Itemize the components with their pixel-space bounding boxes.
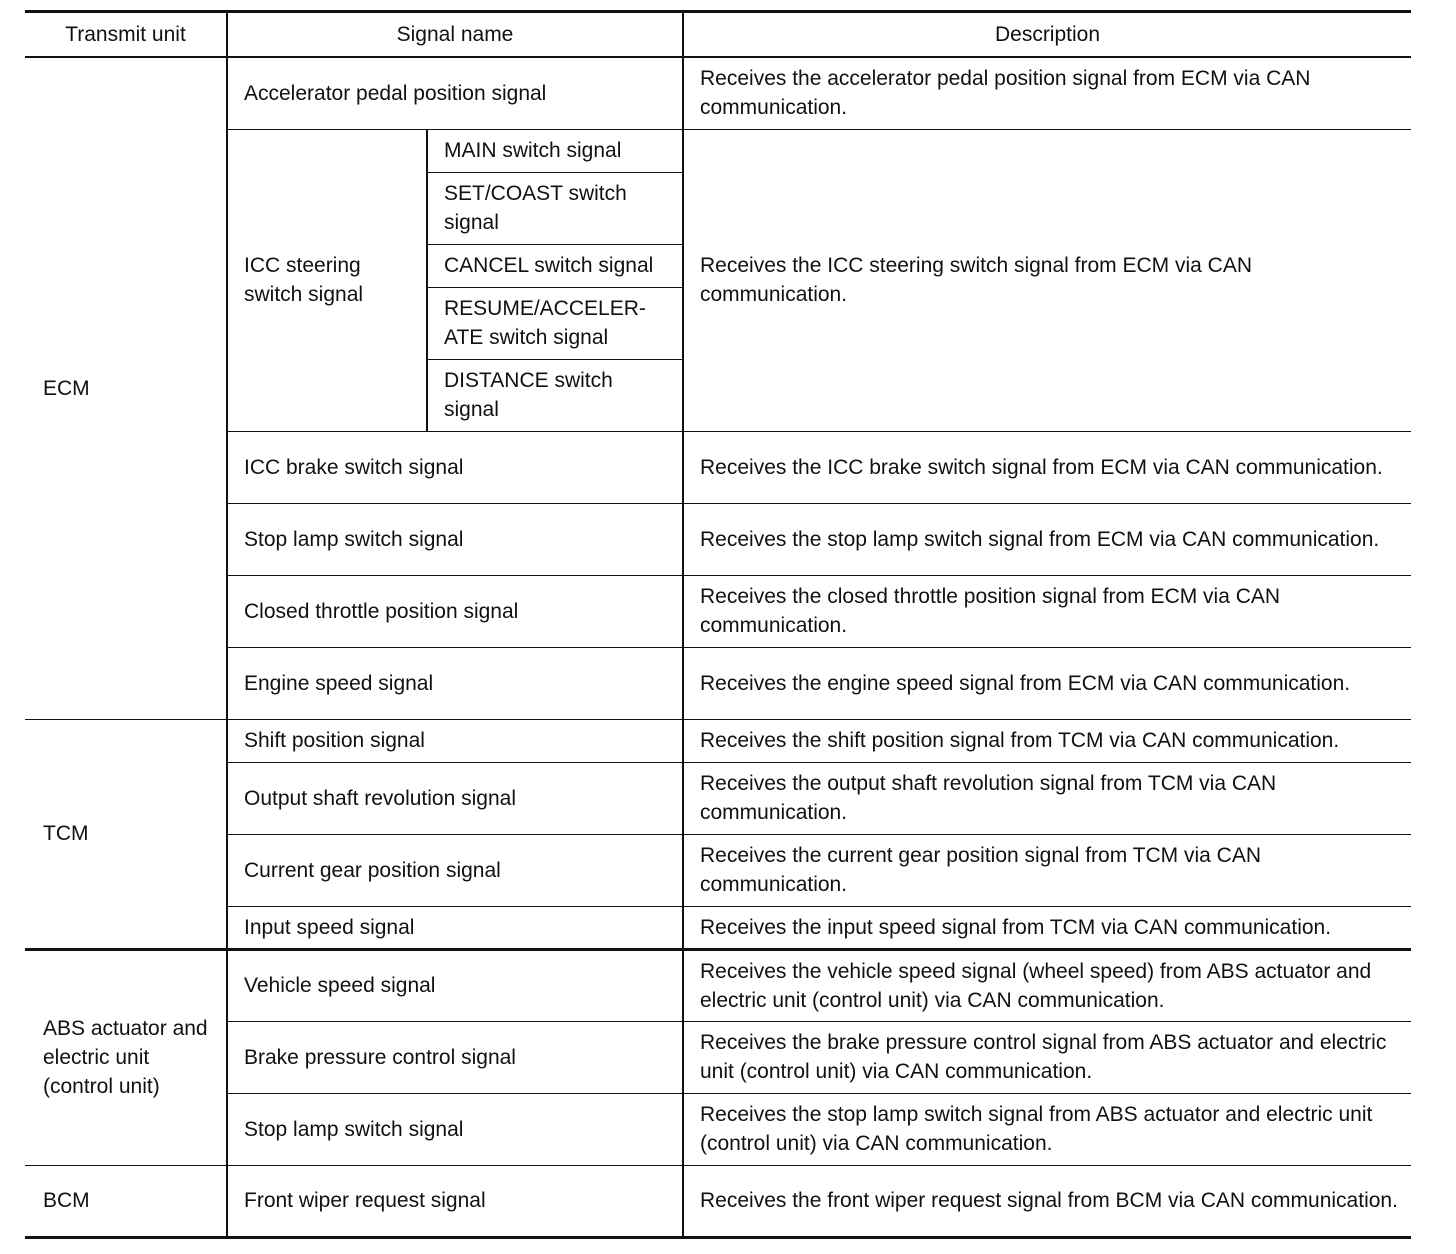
description-cell: Receives the closed throttle position signal from ECM via CAN communication. [683, 575, 1411, 647]
transmit-unit-cell: BCM [25, 1165, 227, 1237]
header-signal-name: Signal name [227, 12, 683, 58]
sub-signal-cell: DISTANCE switch signal [427, 359, 683, 431]
signal-name-cell: ICC brake switch signal [227, 431, 683, 503]
table-row [25, 834, 1411, 906]
transmit-unit-cell: ABS actuator and electric unit (control unit) [25, 949, 227, 1165]
signal-name-cell: Engine speed signal [227, 647, 683, 719]
description-cell: Receives the output shaft revolution signal from TCM via CAN communication. [683, 762, 1411, 834]
sub-signal-cell: CANCEL switch signal [427, 244, 683, 287]
description-cell: Receives the brake pressure control signal from ABS actuator and electric unit (control unit) via CAN communication. [683, 1021, 1411, 1093]
description-cell: Receives the ICC brake switch signal from ECM via CAN communication. [683, 431, 1411, 503]
table-row [25, 503, 1411, 575]
signal-name-cell: Stop lamp switch signal [227, 1093, 683, 1165]
table-row [25, 647, 1411, 719]
description-cell: Receives the stop lamp switch signal from ECM via CAN communication. [683, 503, 1411, 575]
signal-name-cell: Shift position signal [227, 719, 683, 762]
signal-name-cell: ICC steering switch signal [227, 129, 427, 431]
table-row [25, 575, 1411, 647]
description-cell: Receives the engine speed signal from ECM via CAN communication. [683, 647, 1411, 719]
sub-signal-cell: SET/COAST switch signal [427, 172, 683, 244]
transmit-unit-cell: ECM [25, 57, 227, 719]
signal-name-cell: Front wiper request signal [227, 1165, 683, 1237]
signal-name-cell: Accelerator pedal position signal [227, 57, 683, 129]
description-cell: Receives the ICC steering switch signal from ECM via CAN communication. [683, 129, 1411, 431]
description-cell: Receives the input speed signal from TCM via CAN communication. [683, 906, 1411, 949]
sub-signal-cell: RESUME/ACCELER-ATE switch signal [427, 287, 683, 359]
table-row [25, 431, 1411, 503]
signal-name-cell: Vehicle speed signal [227, 949, 683, 1021]
signal-name-cell: Brake pressure control signal [227, 1021, 683, 1093]
table-row [25, 1093, 1411, 1165]
header-transmit-unit: Transmit unit [25, 12, 227, 58]
signal-table [25, 10, 1411, 1239]
description-cell: Receives the stop lamp switch signal from ABS actuator and electric unit (control unit) via CAN communication. [683, 1093, 1411, 1165]
table-row [25, 949, 1411, 1021]
description-cell: Receives the vehicle speed signal (wheel speed) from ABS actuator and electric unit (control unit) via CAN communication. [683, 949, 1411, 1021]
signal-name-cell: Input speed signal [227, 906, 683, 949]
description-cell: Receives the front wiper request signal from BCM via CAN communication. [683, 1165, 1411, 1237]
description-cell: Receives the accelerator pedal position signal from ECM via CAN communication. [683, 57, 1411, 129]
table-row [25, 906, 1411, 949]
table-row [25, 1165, 1411, 1237]
signal-name-cell: Output shaft revolution signal [227, 762, 683, 834]
table-row [25, 57, 1411, 129]
transmit-unit-cell: TCM [25, 719, 227, 949]
sub-signal-cell: MAIN switch signal [427, 129, 683, 172]
table-row [25, 762, 1411, 834]
table-row [25, 719, 1411, 762]
table-row [25, 129, 1411, 172]
header-row [25, 12, 1411, 58]
description-cell: Receives the current gear position signal from TCM via CAN communication. [683, 834, 1411, 906]
header-description: Description [683, 12, 1411, 58]
table-row [25, 1021, 1411, 1093]
signal-name-cell: Current gear position signal [227, 834, 683, 906]
signal-name-cell: Stop lamp switch signal [227, 503, 683, 575]
signal-name-cell: Closed throttle position signal [227, 575, 683, 647]
description-cell: Receives the shift position signal from TCM via CAN communication. [683, 719, 1411, 762]
